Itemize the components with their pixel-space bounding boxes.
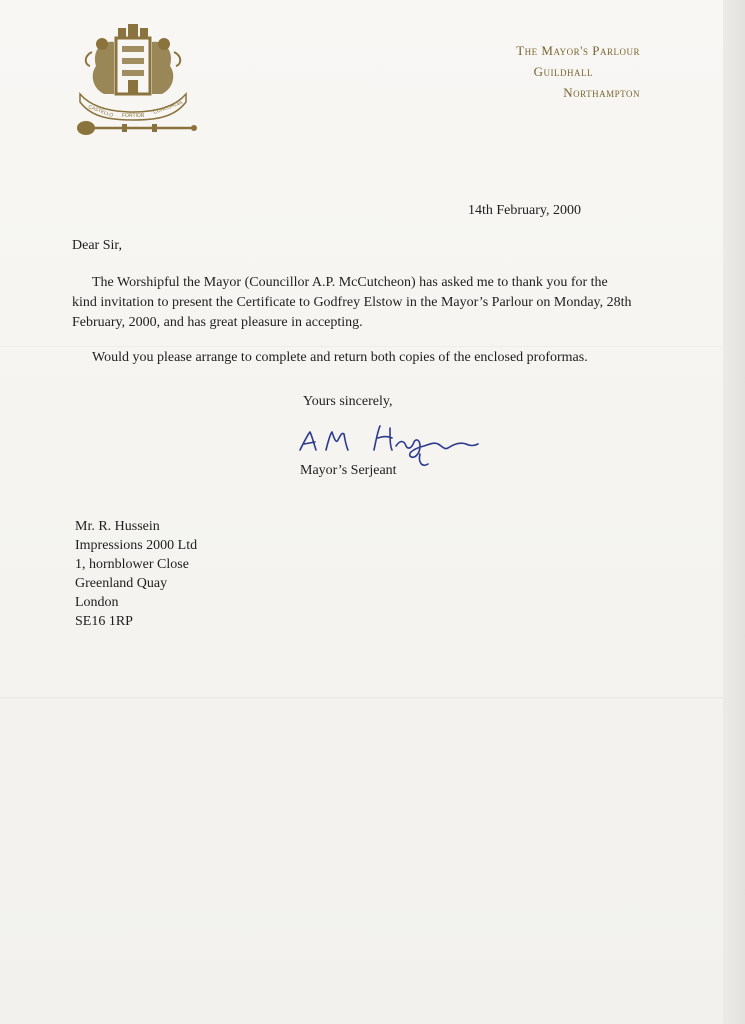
address-line: SE16 1RP: [75, 614, 133, 629]
recipient-address: [75, 517, 197, 631]
address-line: London: [75, 595, 119, 610]
letter-date: 14th February, 2000: [468, 203, 582, 218]
motto-word-3: CONCORDIA: [152, 99, 184, 116]
signatory-title: Mayor’s Serjeant: [300, 463, 397, 478]
letterhead-line-1: The Mayor's Parlour: [516, 43, 640, 58]
letterhead-address: [516, 40, 640, 103]
body-paragraph-1: The Worshipful the Mayor (Councillor A.P. McCutcheon) has asked me to thank you for the kind invitation to present the Certificate to Godfrey Elstow in the Mayor’s Parlour on Monday, 28th February, 2000, and has great pleasure in accepting.: [72, 275, 632, 330]
address-line: Mr. R. Hussein: [75, 519, 160, 534]
salutation: Dear Sir,: [72, 238, 122, 253]
address-line: Impressions 2000 Ltd: [75, 538, 198, 553]
address-line: 1, hornblower Close: [75, 557, 189, 572]
coat-of-arms-icon: [62, 22, 202, 144]
letter-body: [72, 273, 632, 383]
body-paragraph-2: Would you please arrange to complete and return both copies of the enclosed proformas.: [92, 350, 588, 365]
letterhead-line-3: Northampton: [563, 85, 640, 100]
address-line: Greenland Quay: [75, 576, 168, 591]
letterhead-line-2: Guildhall: [533, 64, 593, 79]
motto-word-2: FORTIOR: [122, 113, 145, 119]
fold-line-lower: [0, 697, 723, 699]
closing: Yours sincerely,: [303, 394, 393, 409]
motto-word-1: CASTELLO: [87, 104, 114, 119]
page-edge: [723, 0, 745, 1024]
